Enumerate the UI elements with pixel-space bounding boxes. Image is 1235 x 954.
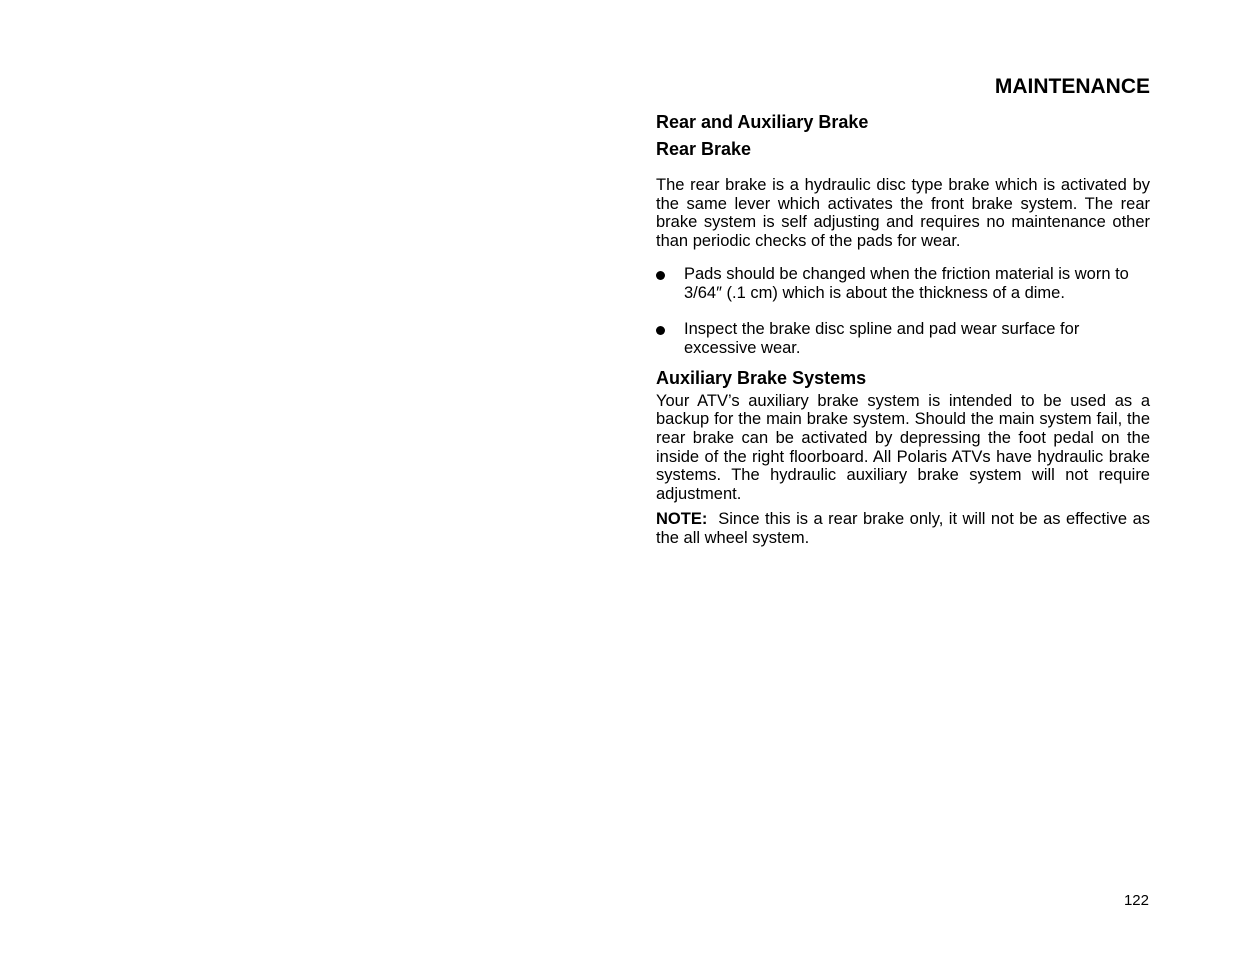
note-label: NOTE: [656, 509, 708, 528]
page-content [656, 72, 1150, 547]
note-paragraph [656, 510, 1150, 547]
list-item [656, 265, 1150, 302]
note-text: Since this is a rear brake only, it will not be as effective as the all wheel system. [656, 509, 1150, 547]
list-item [656, 320, 1150, 357]
heading-auxiliary-brake-systems: Auxiliary Brake Systems [656, 367, 867, 388]
bullet-text: Pads should be changed when the friction material is worn to 3/64″ (.1 cm) which is about the thickness of a dime. [684, 264, 1129, 302]
auxiliary-brake-paragraph: Your ATV’s auxiliary brake system is intended to be used as a backup for the main brake system. Should the main system fail, the rear brake can be activated by depressing the foot pedal on the inside of the right floorboard. All Polaris ATVs have hydraulic brake systems. The hydraulic auxiliary brake system will not require adjustment. [656, 391, 1150, 504]
rear-brake-paragraph: The rear brake is a hydraulic disc type brake which is activated by the same lever which activates the front brake system. The rear brake system is self adjusting and requires no maintenance other than periodic checks of the pads for wear. [656, 176, 1150, 251]
section-title: MAINTENANCE [994, 75, 1150, 98]
bullet-icon [656, 326, 665, 335]
bullet-text: Inspect the brake disc spline and pad wear surface for excessive wear. [684, 320, 1080, 357]
page-number: 122 [1123, 892, 1149, 909]
heading-rear-and-auxiliary-brake: Rear and Auxiliary Brake [656, 112, 869, 132]
heading-rear-brake: Rear Brake [656, 139, 752, 159]
bullet-list [656, 265, 1150, 358]
bullet-icon [656, 271, 665, 280]
